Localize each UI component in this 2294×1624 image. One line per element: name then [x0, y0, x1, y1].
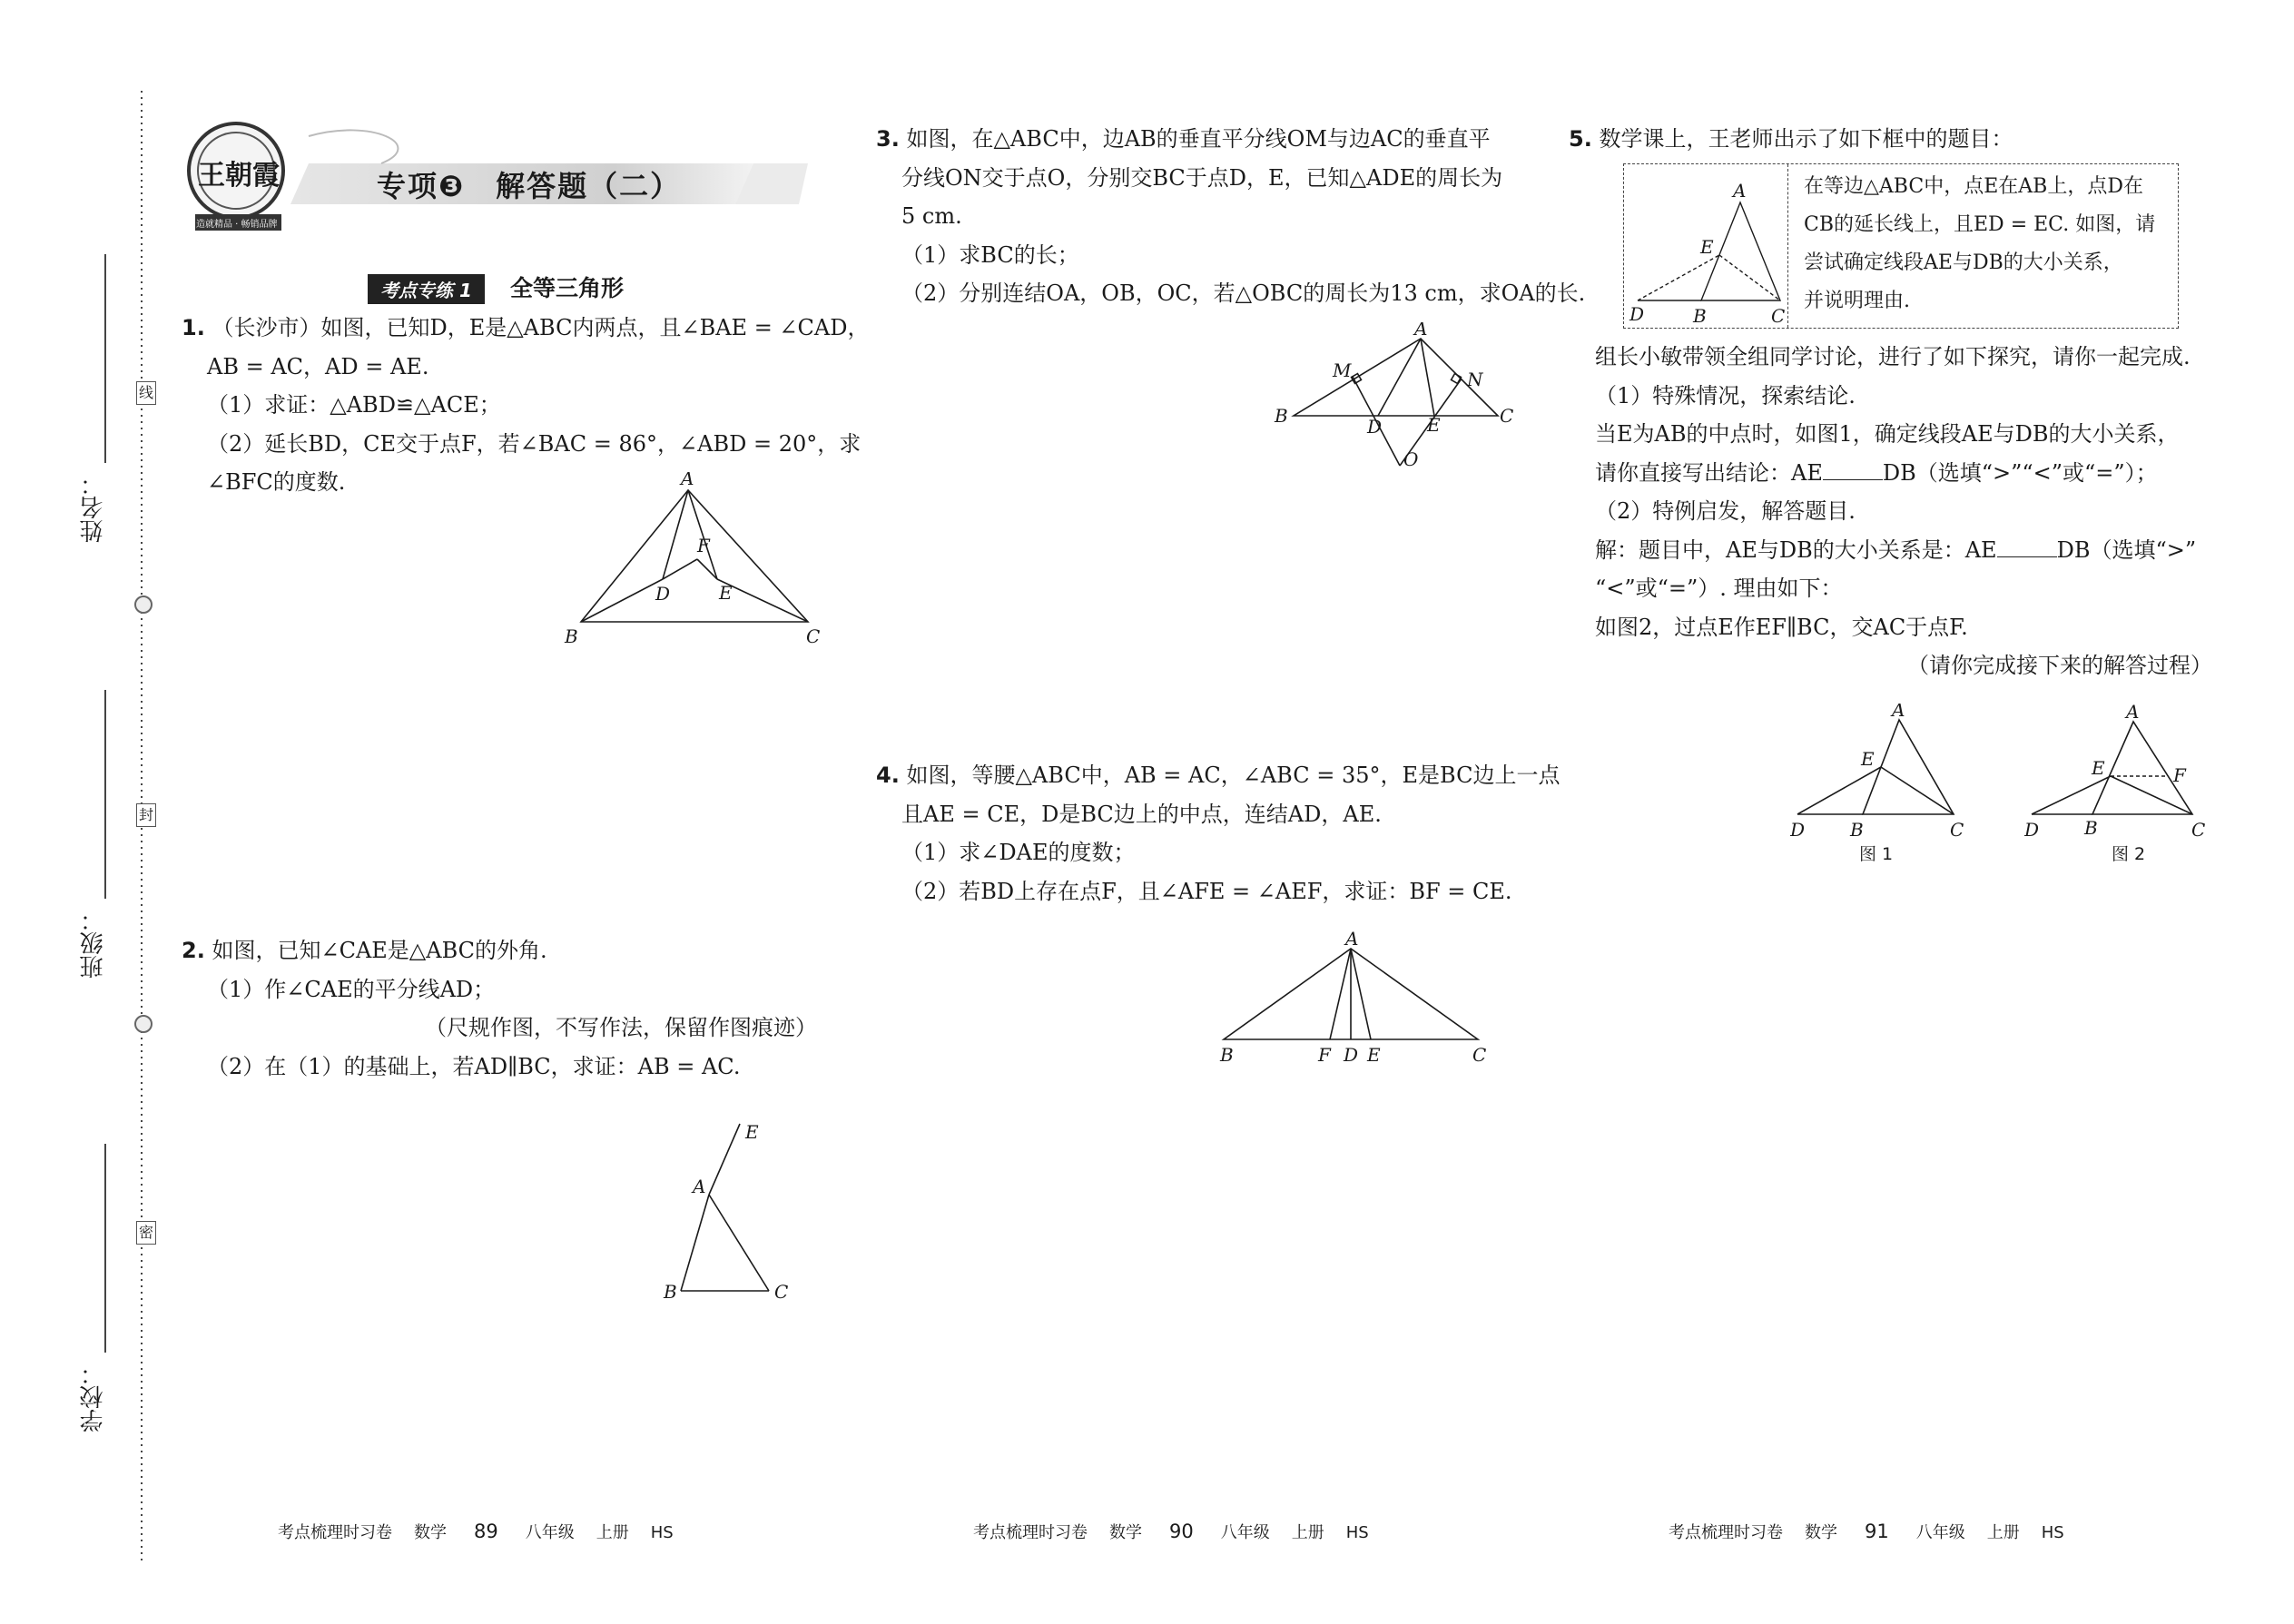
- q2-line: 如图，已知∠CAE是△ABC的外角.: [212, 938, 547, 963]
- question-3: [876, 120, 1585, 313]
- footer-subject: 数学: [414, 1523, 447, 1542]
- question-number: 5.: [1569, 126, 1592, 152]
- q2-line: （2）在（1）的基础上，若AD∥BC，求证：AB = AC.: [207, 1053, 741, 1079]
- q5-intro: 数学课上，王老师出示了如下框中的题目：: [1599, 126, 2013, 152]
- point-label: F: [697, 535, 710, 556]
- point-label: A: [693, 1176, 706, 1197]
- logo-subtitle: 造就精品 · 畅销品牌: [196, 220, 278, 230]
- point-label: E: [745, 1121, 759, 1143]
- q4-figure: [1216, 930, 1534, 1067]
- page-number: 89: [474, 1521, 498, 1542]
- answer-blank[interactable]: [1997, 538, 2057, 557]
- point-label: B: [1275, 405, 1288, 427]
- question-5-intro: [1569, 120, 2013, 159]
- footer-book: 考点梳理时习卷: [278, 1523, 392, 1542]
- q1-figure: [563, 472, 835, 654]
- q5-line: 如图2，过点E作EF∥BC，交AC于点F.: [1595, 614, 1968, 640]
- q5-line: 当E为AB的中点时，如图1，确定线段AE与DB的大小关系，: [1595, 421, 2180, 447]
- q1-line: （长沙市）如图，已知D，E是△ABC内两点，且∠BAE = ∠CAD，: [212, 315, 870, 340]
- point-label: B: [1220, 1044, 1234, 1066]
- footer-term: 上册: [1986, 1523, 2020, 1542]
- q5-box-text: [1804, 168, 2155, 320]
- point-label: F: [2173, 764, 2186, 786]
- point-label: B: [565, 625, 578, 647]
- footer-subject: 数学: [1805, 1523, 1837, 1542]
- point-label: N: [1467, 369, 1483, 390]
- question-number: 2.: [182, 938, 205, 963]
- binding-word-secret: 密: [136, 1221, 156, 1245]
- q2-figure: [640, 1118, 822, 1309]
- point-label: C: [2191, 819, 2206, 841]
- point-label: C: [1950, 819, 1964, 841]
- footer-term: 上册: [596, 1523, 629, 1542]
- q5-hint: （请你完成接下来的解答过程）: [1907, 653, 2212, 678]
- question-4: [876, 756, 1561, 910]
- point-label: M: [1333, 359, 1352, 381]
- point-label: O: [1403, 448, 1419, 470]
- point-label: C: [774, 1281, 789, 1303]
- question-number: 4.: [876, 763, 900, 788]
- page-number: 91: [1865, 1521, 1889, 1542]
- school-line: [104, 1144, 106, 1353]
- page-number: 90: [1169, 1521, 1194, 1542]
- footer-grade: 八年级: [525, 1523, 575, 1542]
- q5-line: （1）特殊情况，探索结论.: [1595, 382, 1856, 408]
- section-tag: 考点专练 1: [368, 274, 485, 304]
- q3-line: 如图，在△ABC中，边AB的垂直平分线OM与边AC的垂直平: [906, 126, 1491, 152]
- question-number: 1.: [182, 315, 205, 340]
- footer-grade: 八年级: [1220, 1523, 1270, 1542]
- q5-box-figure: [1624, 164, 1787, 328]
- point-label: A: [1892, 704, 1905, 721]
- q5-problem-box: [1623, 163, 2179, 329]
- point-label: A: [1733, 180, 1747, 202]
- point-label: D: [1344, 1044, 1359, 1066]
- footer-page-90: [973, 1520, 1391, 1543]
- q3-line: （1）求BC的长；: [901, 241, 1079, 268]
- footer-grade: 八年级: [1915, 1523, 1965, 1542]
- point-label: A: [1345, 930, 1359, 950]
- q5-figure-2: [2024, 704, 2215, 867]
- q1-line: （2）延长BD，CE交于点F，若∠BAC = 86°，∠ABD = 20°，求: [207, 430, 861, 457]
- q5-line: （2）特例启发，解答题目.: [1595, 498, 1856, 524]
- point-label: B: [1850, 819, 1864, 841]
- q3-figure: [1271, 322, 1534, 481]
- footer-edition: HS: [1345, 1523, 1369, 1542]
- point-label: D: [655, 583, 671, 605]
- name-label: 姓名：: [80, 472, 107, 543]
- q3-line: （2）分别连结OA，OB，OC，若△OBC的周长为13 cm，求OA的长.: [901, 281, 1586, 306]
- footer-book: 考点梳理时习卷: [973, 1523, 1088, 1542]
- footer-page-91: [1669, 1520, 2086, 1543]
- footer-page-89: [278, 1520, 695, 1543]
- q4-line: （1）求∠DAE的度数；: [901, 840, 1136, 865]
- q5-line: “<”或“=”）. 理由如下：: [1595, 576, 1843, 601]
- q5-box-line: CB的延长线上，且ED = EC. 如图，请: [1804, 213, 2156, 236]
- logo-text: 王朝霞: [198, 160, 280, 192]
- point-label: A: [681, 472, 694, 489]
- page-title: 专项❸ 解答题（二）: [377, 169, 682, 203]
- q4-line: 且AE = CE，D是BC边上的中点，连结AD，AE.: [901, 801, 1382, 827]
- class-line: [104, 690, 106, 899]
- q5-line: DB（选填“>”: [2056, 536, 2197, 563]
- point-label: F: [1318, 1044, 1331, 1066]
- point-label: E: [1861, 748, 1875, 770]
- point-label: B: [2084, 817, 2098, 839]
- figure-caption: 图 1: [1859, 844, 1894, 864]
- q3-line: 5 cm.: [901, 203, 962, 229]
- point-label: E: [1427, 414, 1441, 436]
- question-2: [182, 931, 817, 1086]
- footer-edition: HS: [650, 1523, 674, 1542]
- question-number: 3.: [876, 126, 900, 152]
- q1-line: （1）求证：△ABD≌△ACE；: [207, 392, 501, 418]
- point-label: C: [806, 625, 821, 647]
- binding-word-line: 线: [136, 381, 156, 405]
- point-label: E: [719, 582, 733, 604]
- point-label: E: [2092, 757, 2105, 779]
- footer-term: 上册: [1291, 1523, 1324, 1542]
- point-label: E: [1367, 1044, 1381, 1066]
- q2-line: （尺规作图，不写作法，保留作图痕迹）: [425, 1015, 817, 1040]
- class-label: 班级：: [80, 908, 107, 979]
- q5-box-figure-cell: [1624, 164, 1788, 328]
- q5-line: 组长小敏带领全组同学讨论，进行了如下探究，请你一起完成.: [1595, 344, 2191, 369]
- point-label: C: [1771, 305, 1786, 327]
- answer-blank[interactable]: [1823, 461, 1883, 480]
- q2-line: （1）作∠CAE的平分线AD；: [207, 976, 496, 1002]
- q3-line: 分线ON交于点O，分别交BC于点D，E，已知△ADE的周长为: [901, 164, 1503, 191]
- point-label: A: [1414, 322, 1428, 340]
- q5-line: 请你直接写出结论：AE: [1595, 459, 1823, 486]
- binding-hole-icon: [134, 595, 153, 614]
- q5-box-line: 并说明理由.: [1804, 290, 1910, 312]
- point-label: B: [1693, 305, 1707, 327]
- q5-line: DB（选填“>”“<”或“=”）；: [1882, 459, 2158, 486]
- binding-word-seal: 封: [136, 803, 156, 827]
- q4-line: 如图，等腰△ABC中，AB = AC，∠ABC = 35°，E是BC边上一点: [906, 763, 1561, 788]
- binding-hole-icon: [134, 1015, 153, 1033]
- point-label: D: [1629, 303, 1645, 325]
- point-label: C: [1500, 405, 1514, 427]
- point-label: B: [664, 1281, 677, 1303]
- footer-book: 考点梳理时习卷: [1669, 1523, 1783, 1542]
- point-label: C: [1472, 1044, 1487, 1066]
- q5-figure-1: [1790, 704, 1972, 867]
- q5-box-line: 在等边△ABC中，点E在AB上，点D在: [1804, 175, 2143, 198]
- q1-line: AB = AC，AD = AE.: [207, 353, 429, 379]
- q5-line: 解：题目中，AE与DB的大小关系是：AE: [1595, 536, 1997, 563]
- figure-caption: 图 2: [2112, 844, 2146, 864]
- point-label: D: [1790, 819, 1806, 841]
- section-title: 全等三角形: [510, 275, 625, 301]
- point-label: E: [1700, 236, 1714, 258]
- question-5-body: [1595, 338, 2212, 685]
- school-label: 学校：: [80, 1362, 107, 1432]
- q5-box-line: 尝试确定线段AE与DB的大小关系，: [1804, 251, 2123, 274]
- point-label: D: [1367, 416, 1383, 438]
- footer-edition: HS: [2041, 1523, 2064, 1542]
- q1-line: ∠BFC的度数.: [207, 469, 346, 495]
- q4-line: （2）若BD上存在点F，且∠AFE = ∠AEF，求证：BF = CE.: [901, 878, 1512, 904]
- name-line: [104, 254, 106, 463]
- point-label: D: [2024, 819, 2040, 841]
- point-label: A: [2126, 704, 2140, 723]
- footer-subject: 数学: [1109, 1523, 1142, 1542]
